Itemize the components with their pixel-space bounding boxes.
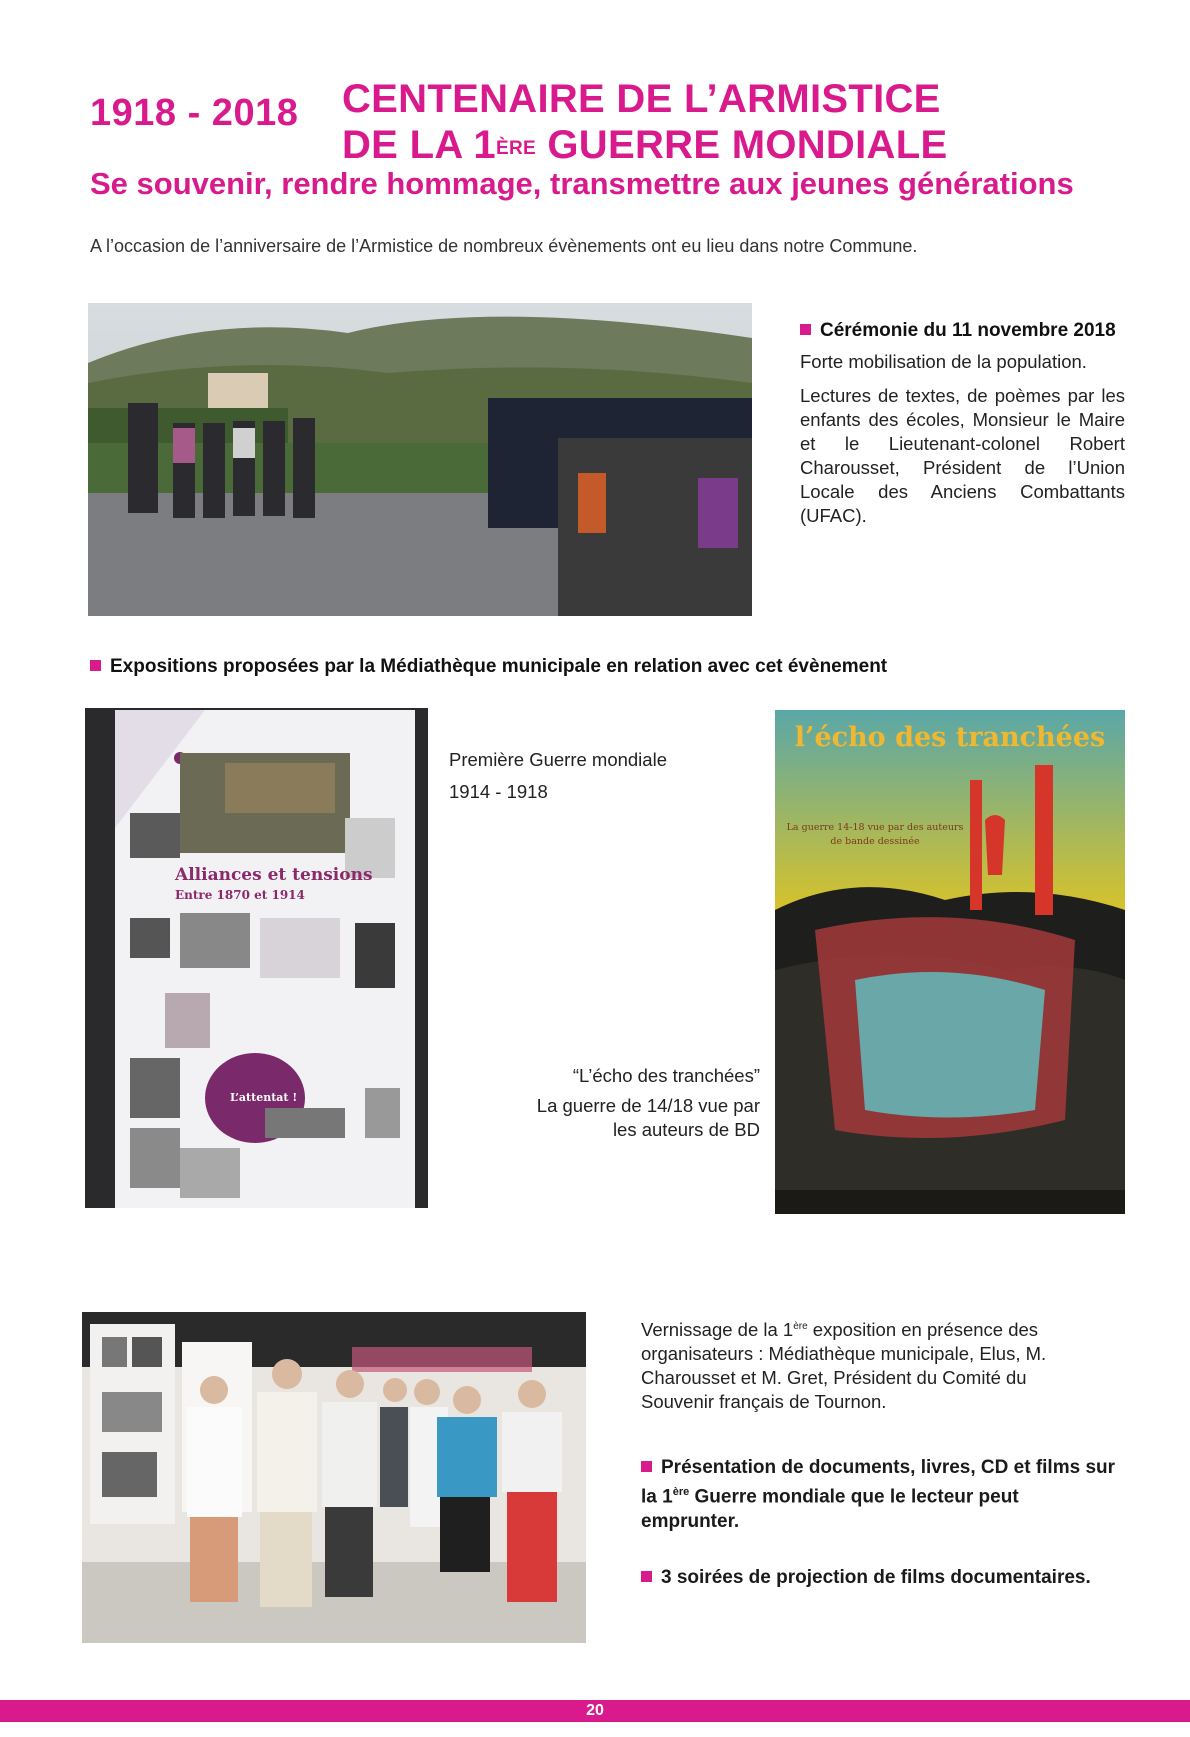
page-title-line1: CENTENAIRE DE L’ARMISTICE xyxy=(342,77,941,121)
panel-attentat: L’attentat ! xyxy=(230,1091,298,1104)
echo-caption xyxy=(505,1064,760,1142)
panel-title-line1: Alliances et tensions xyxy=(175,865,373,885)
ceremony-block xyxy=(800,320,1125,528)
poster-tagline-line1: La guerre 14-18 vue par des auteurs xyxy=(786,822,964,833)
header-years: 1918 - 2018 xyxy=(90,92,299,134)
bullet-square-icon xyxy=(641,1571,652,1582)
page-subtitle: Se souvenir, rendre hommage, transmettre aux jeunes générations xyxy=(90,166,1074,201)
ceremony-photo xyxy=(88,303,752,616)
premiere-guerre-line1: Première Guerre mondiale xyxy=(449,749,667,770)
echo-des-tranchees-poster xyxy=(775,710,1125,1214)
presentation-text: Présentation de documents, livres, CD et films sur la 1ère Guerre mondiale que le lecteur peut emprunter. xyxy=(641,1457,1116,1533)
echo-caption-line1: “L’écho des tranchées” xyxy=(572,1065,760,1086)
panel-title-line2: Entre 1870 et 1914 xyxy=(175,888,305,902)
premiere-guerre-caption xyxy=(449,748,667,804)
intro-text: A l’occasion de l’anniversaire de l’Armistice de nombreux évènements ont eu lieu dans notre Commune. xyxy=(90,236,918,256)
poster-title: l’écho des tranchées xyxy=(794,722,1106,753)
page-title-line2: DE LA 1ÈRE GUERRE MONDIALE xyxy=(342,123,948,167)
premiere-guerre-line2: 1914 - 1918 xyxy=(449,781,548,802)
ceremony-heading: Cérémonie du 11 novembre 2018 xyxy=(800,320,1125,342)
soirees-text: 3 soirées de projection de films documentaires. xyxy=(641,1567,1091,1589)
ceremony-line1: Forte mobilisation de la population. xyxy=(800,351,1087,372)
bullet-square-icon xyxy=(800,324,811,335)
bullet-square-icon xyxy=(90,660,101,671)
bullet-square-icon xyxy=(641,1461,652,1472)
vernissage-group-photo xyxy=(82,1312,586,1643)
ceremony-body: Lectures de textes, de poèmes par les enfants des écoles, Monsieur le Maire et le Lieutenant-colonel Robert Charousset, Président de l’Union Locale des Anciens Combattants (UFAC). xyxy=(800,385,1125,526)
page-number: 20 xyxy=(586,1702,604,1719)
poster-tagline-line2: de bande dessinée xyxy=(830,836,920,847)
echo-caption-line3: les auteurs de BD xyxy=(612,1119,760,1140)
echo-caption-line2: La guerre de 14/18 vue par xyxy=(536,1095,760,1116)
page-title xyxy=(342,76,947,176)
exhibition-panel-photo xyxy=(85,708,428,1208)
vernissage-text: Vernissage de la 1ère exposition en présence des organisateurs : Médiathèque municipale, Elus, M. Charousset et M. Gret, Président du Comité du Souvenir français de Tournon. xyxy=(641,1319,1047,1413)
expositions-heading: Expositions proposées par la Médiathèque municipale en relation avec cet évènement xyxy=(90,656,887,678)
